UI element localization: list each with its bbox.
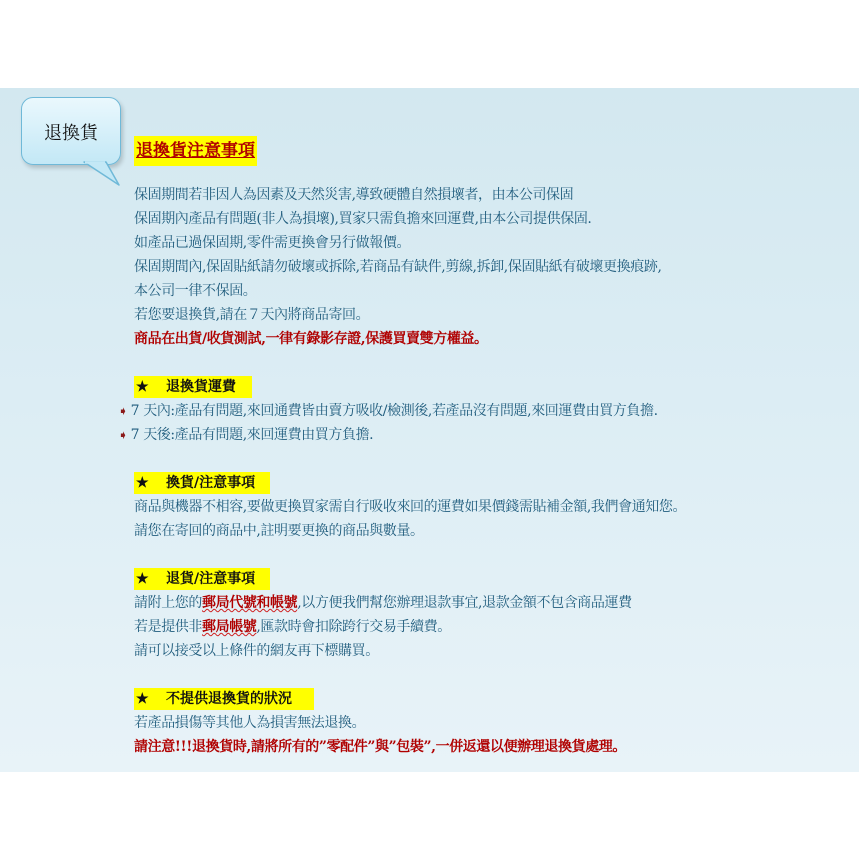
callout-label: 退換貨 [44, 123, 98, 144]
arrow-bullet-icon: ➧ [118, 404, 128, 418]
section-heading-shipping [134, 376, 252, 398]
section-heading-label: 換貨/注意事項 [166, 475, 256, 491]
intro-line: 保固期間若非因人為因素及天然災害,導致硬體自然損壞者，由本公司保固 [134, 187, 574, 203]
list-item-text: 7 天後:產品有問題,來回運費由買方負擔. [130, 427, 374, 443]
intro-line: 本公司一律不保固。 [134, 283, 257, 299]
refund-text: ,匯款時會扣除跨行交易手續費。 [256, 619, 451, 635]
section-heading-label: 不提供退換貨的狀況 [166, 691, 292, 707]
section-heading-exchange [134, 472, 270, 494]
no-return-line: 若產品損傷等其他人為損害無法退換。 [134, 715, 366, 731]
callout-bubble [21, 97, 121, 165]
intro-line: 保固期間內,保固貼紙請勿破壞或拆除,若商品有缺件,剪線,拆卸,保固貼紙有破壞更換痕跡, [134, 259, 662, 275]
exchange-line: 請您在寄回的商品中,註明要更換的商品與數量。 [134, 523, 424, 539]
page-title: 退換貨注意事項 [134, 136, 257, 166]
no-return-warning: 請注意!!!退換貨時,請將所有的”零配件”與”包裝”,一併返還以便辦理退換貨處理。 [134, 739, 626, 755]
list-item [118, 400, 658, 422]
intro-line: 若您要退換貨,請在７天內將商品寄回。 [134, 307, 370, 323]
intro-warning: 商品在出貨/收貨測試,一律有錄影存證,保護買賣雙方權益。 [134, 331, 488, 347]
intro-line: 保固期內產品有問題(非人為損壞),買家只需負擔來回運費,由本公司提供保固. [134, 211, 592, 227]
section-heading-refund [134, 568, 270, 590]
section-heading-label: 退換貨運費 [166, 379, 236, 395]
post-office-account-highlight: 郵局帳號 [202, 619, 257, 635]
refund-line [134, 592, 632, 614]
exchange-line: 商品與機器不相容,要做更換買家需自行吸收來回的運費如果價錢需貼補金額,我們會通知您。 [134, 499, 687, 515]
refund-text: ,以方便我們幫您辦理退款事宜,退款金額不包含商品運費 [297, 595, 632, 611]
star-icon: ★ [136, 379, 149, 395]
star-icon: ★ [136, 691, 149, 707]
star-icon: ★ [136, 475, 149, 491]
section-heading-label: 退貨/注意事項 [166, 571, 256, 587]
refund-text: 請附上您的 [134, 595, 202, 611]
refund-line [134, 616, 451, 638]
list-item [118, 424, 373, 446]
refund-text: 若是提供非 [134, 619, 202, 635]
star-icon: ★ [136, 571, 149, 587]
section-heading-no-return [134, 688, 314, 710]
post-office-code-highlight: 郵局代號和帳號 [202, 595, 298, 611]
refund-line: 請可以接受以上條件的網友再下標購買。 [134, 643, 379, 659]
list-item-text: 7 天內:產品有問題,來回通費皆由賣方吸收/檢測後,若產品沒有問題,來回運費由買方負擔. [130, 403, 658, 419]
arrow-bullet-icon: ➧ [118, 428, 128, 442]
intro-line: 如產品已過保固期,零件需更換會另行做報價。 [134, 235, 411, 251]
